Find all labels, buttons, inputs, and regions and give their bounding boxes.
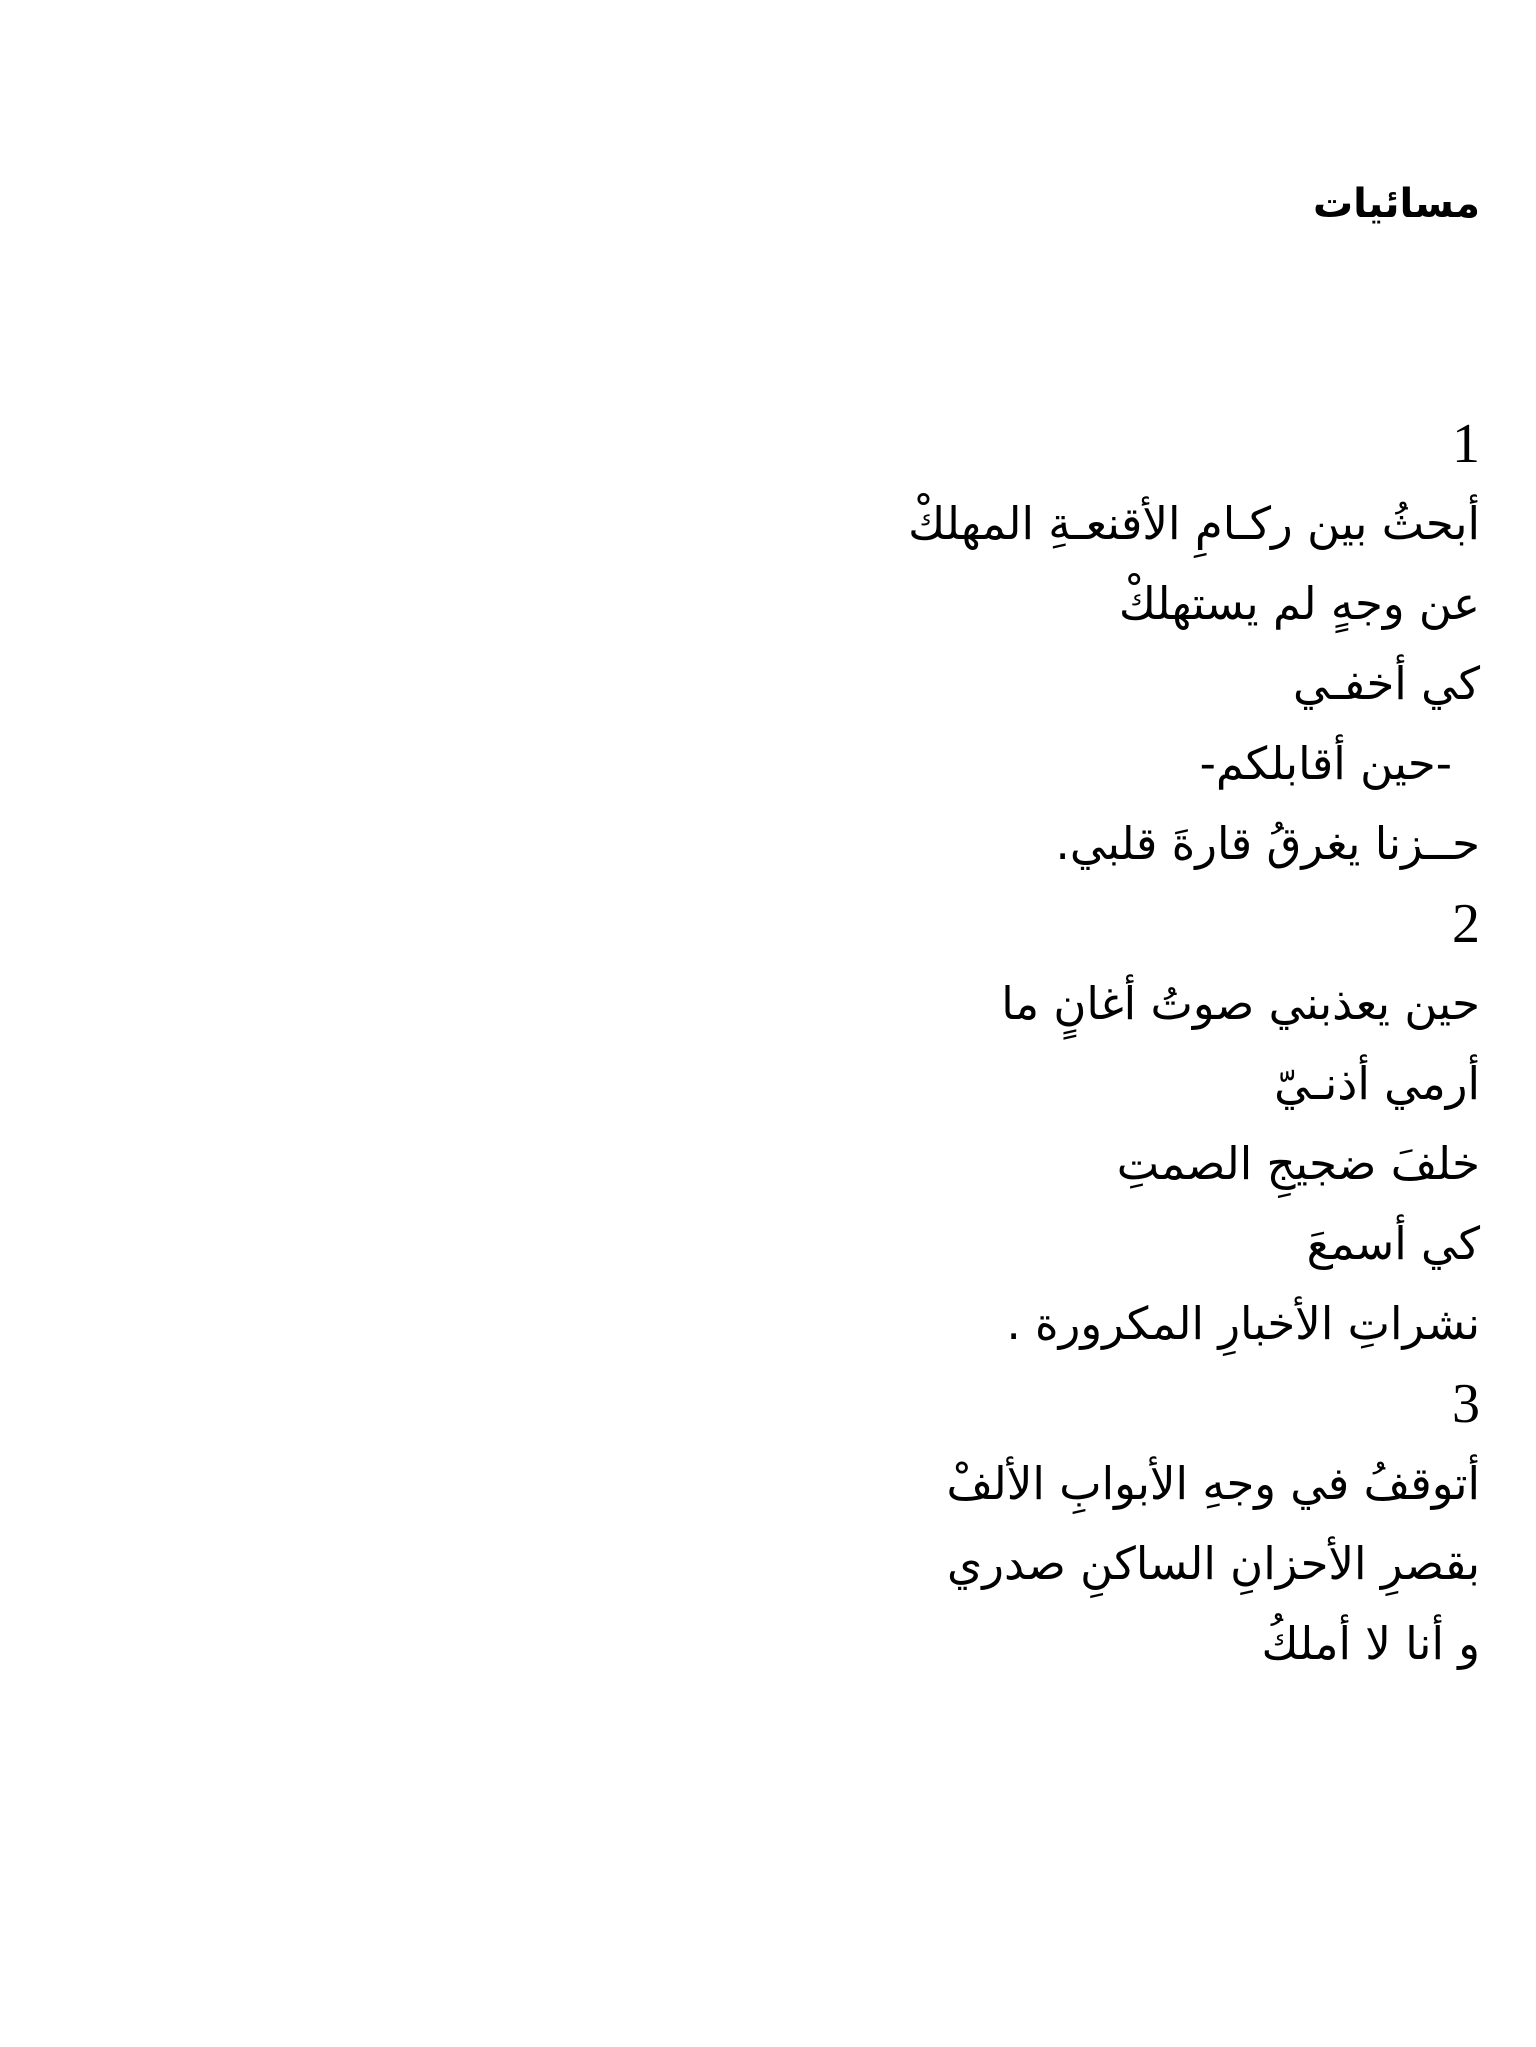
stanza-number: 2 (1452, 893, 1480, 955)
poem-line: كي أخفـي (1292, 657, 1480, 710)
stanza-2 (80, 884, 1480, 1364)
poem-body (80, 404, 1480, 1684)
poem-line: كي أسمعَ (1306, 1217, 1480, 1270)
poem-line: حين يعذبني صوتُ أغانٍ ما (1001, 977, 1480, 1030)
poem-line: أتوقفُ في وجهِ الأبوابِ الألفْ (946, 1457, 1480, 1510)
poem-line: -حين أقابلكم- (1199, 737, 1452, 790)
poem-line: أرمي أذنـيّ (1274, 1057, 1480, 1110)
stanza-number: 1 (1452, 413, 1480, 475)
poem-line: حــزنا يغرقُ قارةَ قلبي. (1055, 817, 1480, 870)
poem-line: نشراتِ الأخبارِ المكرورة . (1006, 1297, 1480, 1350)
stanza-3 (80, 1364, 1480, 1684)
poem-line: خلفَ ضجيجِ الصمتِ (1116, 1137, 1480, 1190)
poem-line: أبحثُ بين ركـامِ الأقنعـةِ المهلكْ (908, 497, 1480, 550)
poem-line: و أنا لا أملكُ (1261, 1617, 1480, 1670)
poem-line: بقصرِ الأحزانِ الساكنِ صدري (947, 1537, 1480, 1590)
poem-title: مسائيات (1312, 181, 1480, 227)
stanza-number: 3 (1452, 1373, 1480, 1435)
stanza-1 (80, 404, 1480, 884)
poem-line: عن وجهٍ لم يستهلكْ (1118, 577, 1480, 630)
